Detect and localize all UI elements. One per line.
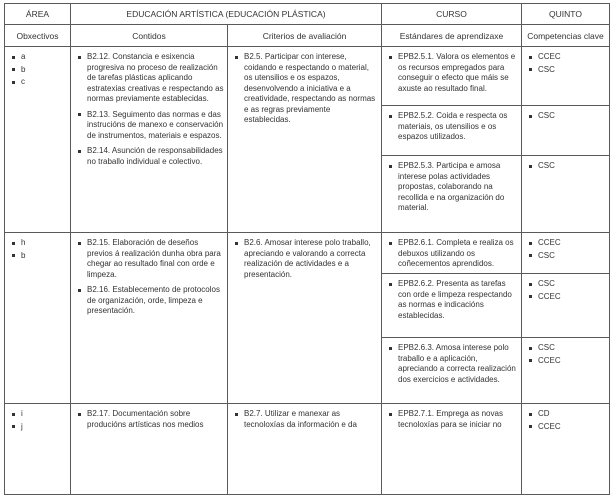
objective-item: b bbox=[11, 65, 67, 76]
estandar-cell bbox=[382, 233, 522, 273]
header-subject: EDUCACIÓN ARTÍSTICA (EDUCACIÓN PLÁSTICA) bbox=[71, 4, 382, 24]
standard-item: EPB2.5.1. Valora os elementos e os recursos empregados para conseguir o efecto que máis se axuste ao resultado final. bbox=[388, 52, 518, 94]
standard-subrow bbox=[382, 404, 609, 494]
competencias-cell bbox=[522, 156, 609, 232]
competency-item: CSC bbox=[528, 111, 606, 122]
curriculum-table bbox=[4, 3, 610, 495]
standard-subrow bbox=[382, 156, 609, 232]
standard-subrow bbox=[382, 47, 609, 106]
estandar-cell bbox=[382, 156, 522, 232]
estandar-cell bbox=[382, 47, 522, 105]
column-header-row bbox=[5, 25, 609, 47]
competency-item: CCEC bbox=[528, 292, 606, 303]
standard-subrow bbox=[382, 233, 609, 274]
competencias-cell bbox=[522, 404, 609, 494]
header-area: ÁREA bbox=[5, 4, 71, 24]
table-row bbox=[5, 47, 609, 233]
objective-item: j bbox=[11, 422, 67, 433]
competency-item: CCEC bbox=[528, 238, 606, 249]
competency-item: CSC bbox=[528, 279, 606, 290]
col-header-obxectivos: Obxectivos bbox=[5, 25, 71, 46]
objective-item: b bbox=[11, 251, 67, 262]
obxectivos-cell bbox=[5, 233, 71, 403]
objective-item: i bbox=[11, 409, 67, 420]
standard-item: EPB2.5.2. Coida e respecta os materiais, os utensilios e os espazos utilizados. bbox=[388, 111, 518, 143]
criterios-cell bbox=[228, 233, 382, 403]
objective-item: h bbox=[11, 238, 67, 249]
objective-item: a bbox=[11, 52, 67, 63]
criterion-item: B2.6. Amosar interese polo traballo, apreciando e valorando a correcta realización de actividades e a presentación. bbox=[234, 238, 378, 280]
competency-item: CSC bbox=[528, 65, 606, 76]
header-curso-label: CURSO bbox=[382, 4, 522, 24]
estandares-competencias-group bbox=[382, 404, 609, 494]
estandar-cell bbox=[382, 274, 522, 337]
competency-item: CCEC bbox=[528, 422, 606, 433]
standard-item: EPB2.6.2. Presenta as tarefas con orde e limpeza respectando as normas e indicacións establecidas. bbox=[388, 279, 518, 321]
col-header-estandares: Estándares de aprendizaxe bbox=[382, 25, 522, 46]
content-item: B2.17. Documentación sobre producións artísticas nos medios bbox=[77, 409, 224, 430]
estandares-competencias-group bbox=[382, 47, 609, 232]
standard-item: EPB2.6.3. Amosa interese polo traballo e a aplicación, apreciando a correcta realización dos exercicios e actividades. bbox=[388, 343, 518, 385]
content-item: B2.13. Seguimento das normas e das instrucións de manexo e conservación de instrumentos, materiais e espazos. bbox=[77, 110, 224, 142]
competencias-cell bbox=[522, 274, 609, 337]
col-header-competencias: Competencias clave bbox=[527, 30, 604, 41]
competency-item: CD bbox=[528, 409, 606, 420]
competency-item: CCEC bbox=[528, 356, 606, 367]
table-header-row bbox=[5, 4, 609, 25]
estandar-cell bbox=[382, 106, 522, 155]
standard-item: EPB2.6.1. Completa e realiza os debuxos utilizando os coñecementos aprendidos. bbox=[388, 238, 518, 270]
standard-subrow bbox=[382, 106, 609, 156]
estandar-cell bbox=[382, 338, 522, 403]
competencias-cell bbox=[522, 233, 609, 273]
col-header-contidos: Contidos bbox=[71, 25, 228, 46]
table-row bbox=[5, 404, 609, 494]
estandar-cell bbox=[382, 404, 522, 494]
header-curso-value: QUINTO bbox=[549, 9, 582, 19]
criterion-item: B2.7. Utilizar e manexar as tecnoloxías da información e da bbox=[234, 409, 378, 430]
estandares-competencias-group bbox=[382, 233, 609, 403]
criterios-cell bbox=[228, 404, 382, 494]
competency-item: CCEC bbox=[528, 52, 606, 63]
col-header-criterios: Criterios de avaliación bbox=[228, 25, 382, 46]
content-item: B2.16. Establecemento de protocolos de organización, orde, limpeza e presentación. bbox=[77, 285, 224, 317]
contidos-cell bbox=[71, 404, 228, 494]
competency-item: CSC bbox=[528, 343, 606, 354]
competencias-cell bbox=[522, 47, 609, 105]
criterion-item: B2.5. Participar con interese, coidando e respectando o material, os utensilios e os espazos, desenvolvendo a iniciativa e a creatividade, respectando as normas e as regras previamente establecidas. bbox=[234, 52, 378, 126]
obxectivos-cell bbox=[5, 47, 71, 232]
competency-item: CSC bbox=[528, 161, 606, 172]
obxectivos-cell bbox=[5, 404, 71, 494]
content-item: B2.14. Asunción de responsabilidades no traballo individual e colectivo. bbox=[77, 146, 224, 167]
table-row bbox=[5, 233, 609, 404]
standard-subrow bbox=[382, 338, 609, 403]
competency-item: CSC bbox=[528, 251, 606, 262]
objective-item: c bbox=[11, 77, 67, 88]
content-item: B2.12. Constancia e esixencia progresiva no proceso de realización de tarefas plásticas aplicando estratexias creativas e respectando as normas previamente establecidas. bbox=[77, 52, 224, 105]
competencias-cell bbox=[522, 338, 609, 403]
contidos-cell bbox=[71, 233, 228, 403]
standard-item: EPB2.7.1. Emprega as novas tecnoloxías para se iniciar no bbox=[388, 409, 518, 430]
standard-subrow bbox=[382, 274, 609, 338]
criterios-cell bbox=[228, 47, 382, 232]
standard-item: EPB2.5.3. Participa e amosa interese polas actividades propostas, colaborando na recollida e na organización do material. bbox=[388, 161, 518, 214]
competencias-cell bbox=[522, 106, 609, 155]
content-item: B2.15. Elaboración de deseños previos á realización dunha obra para chegar ao resultado final con orde e limpeza. bbox=[77, 238, 224, 280]
contidos-cell bbox=[71, 47, 228, 232]
